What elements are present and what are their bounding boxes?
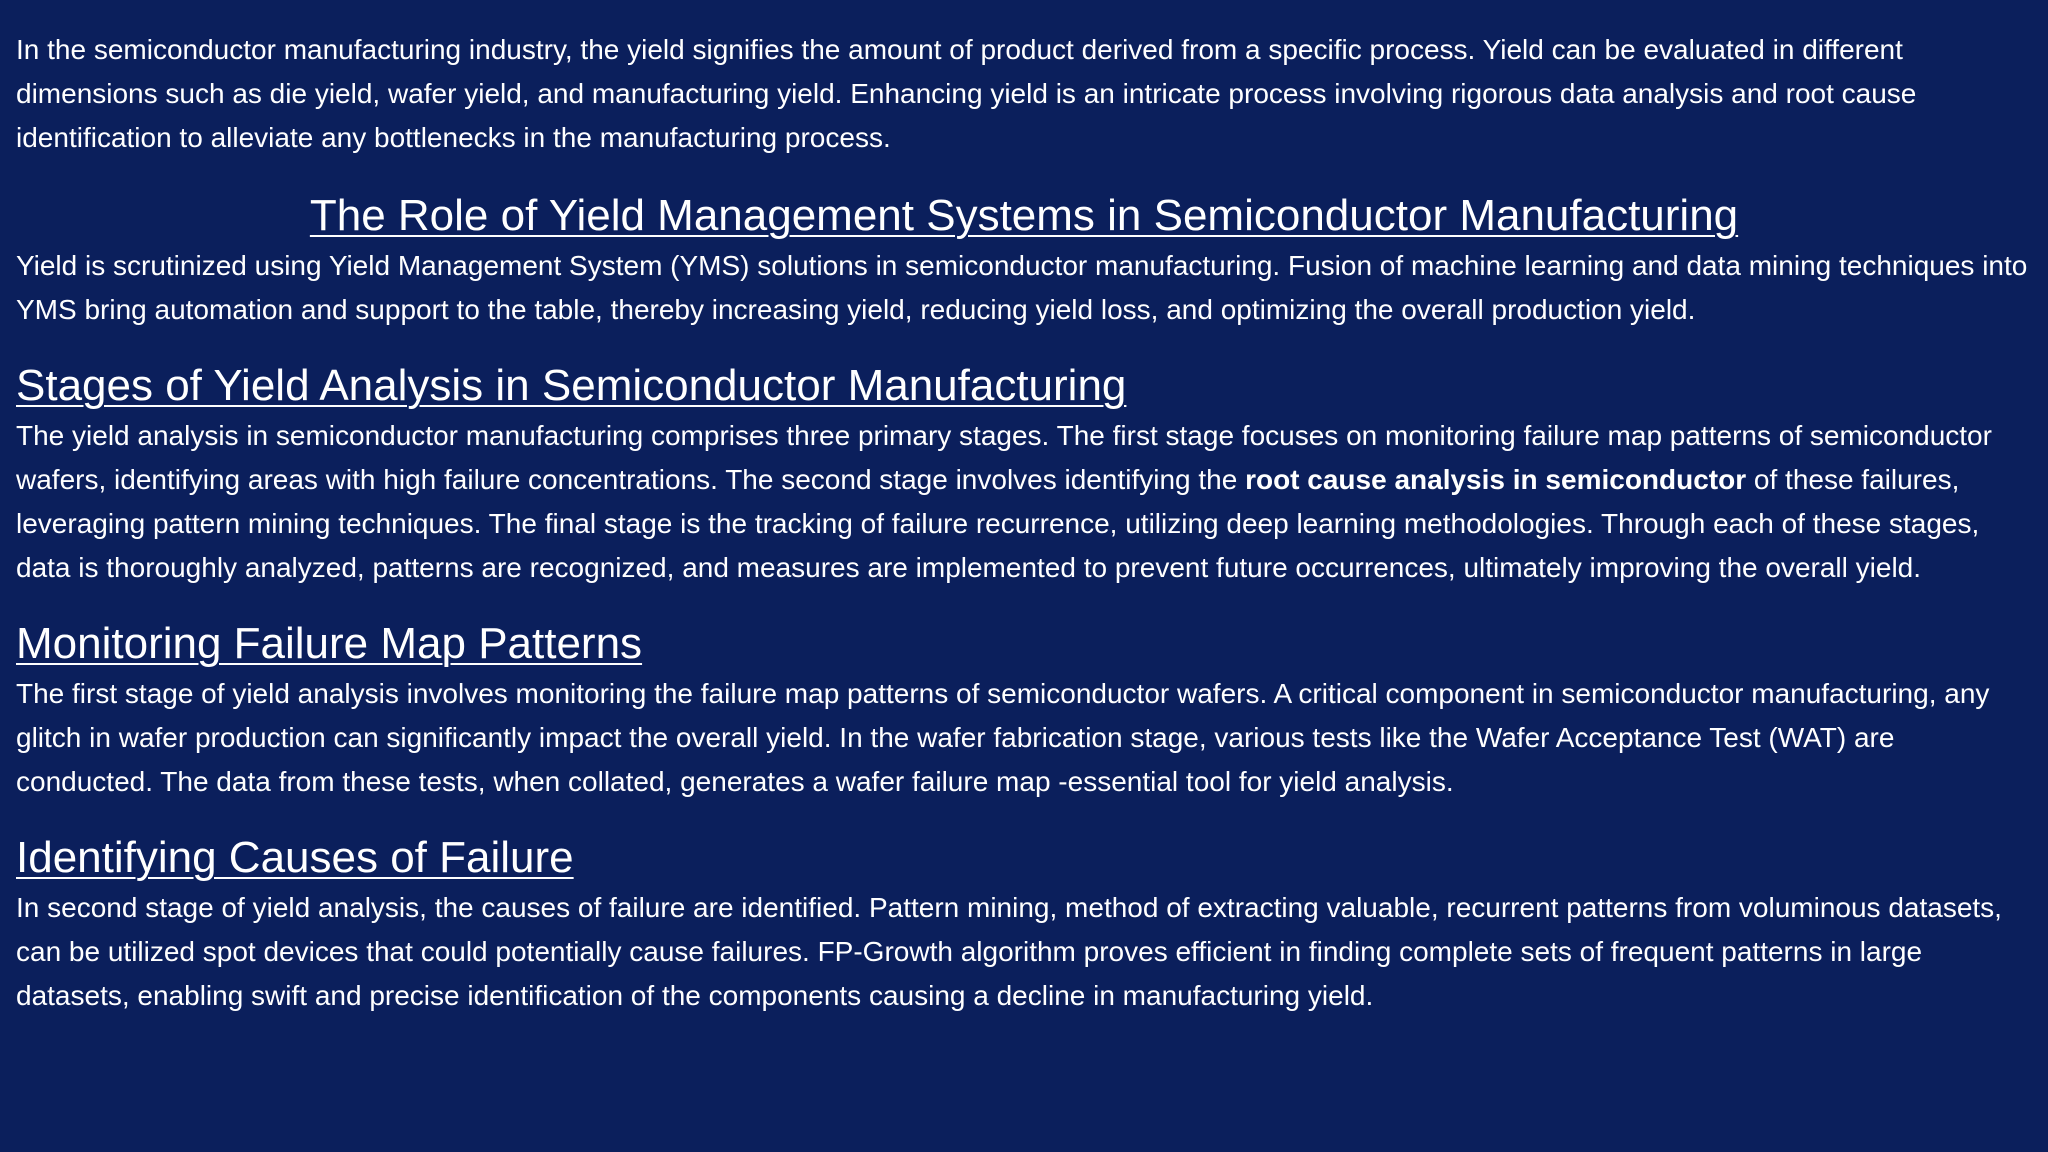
stages-text-before: The yield analysis in semiconductor manufacturing comprises three primary stages. The first stage focuses on monitoring failure map patterns of semiconductor wafers, identifying areas with high failure concentrations. The second stage involves identifying the [16,420,1992,495]
section-causes [16,832,2032,1018]
section-heading-monitoring: Monitoring Failure Map Patterns [16,619,643,668]
section-paragraph-causes: In second stage of yield analysis, the causes of failure are identified. Pattern mining, method of extracting valuable, recurrent patterns from voluminous datasets, can be utilized spot devices that could potentially cause failures. FP-Growth algorithm proves efficient in finding complete sets of frequent patterns in large datasets, enabling swift and precise identification of the components causing a decline in manufacturing yield. [16,892,2002,1011]
section-paragraph-monitoring: The first stage of yield analysis involves monitoring the failure map patterns of semiconductor wafers. A critical component in semiconductor manufacturing, any glitch in wafer production can significantly impact the overall yield. In the wafer fabrication stage, various tests like the Wafer Acceptance Test (WAT) are conducted. The data from these tests, when collated, generates a wafer failure map -essential tool for yield analysis. [16,678,1990,797]
stages-bold-phrase: root cause analysis in semiconductor [1245,464,1747,495]
section-role [16,190,2032,332]
section-paragraph-stages [16,414,2032,590]
intro-paragraph: In the semiconductor manufacturing industry, the yield signifies the amount of product derived from a specific process. Yield can be evaluated in different dimensions such as die yield, wafer yield, and manufacturing yield. Enhancing yield is an intricate process involving rigorous data analysis and root cause identification to alleviate any bottlenecks in the manufacturing process. [16,34,1917,153]
section-paragraph-role: Yield is scrutinized using Yield Management System (YMS) solutions in semiconductor manufacturing. Fusion of machine learning and data mining techniques into YMS bring automation and support to the table, thereby increasing yield, reducing yield loss, and optimizing the overall production yield. [16,250,2028,325]
stages-text-after: of these failures, leveraging pattern mining techniques. The final stage is the tracking of failure recurrence, utilizing deep learning methodologies. Through each of these stages, data is thoroughly analyzed, patterns are recognized, and measures are implemented to prevent future occurrences, ultimately improving the overall yield. [16,464,1980,583]
section-heading-causes: Identifying Causes of Failure [16,833,574,882]
section-stages [16,360,2032,590]
section-monitoring [16,618,2032,804]
section-heading-stages: Stages of Yield Analysis in Semiconductor Manufacturing [16,361,1127,410]
section-heading-role: The Role of Yield Management Systems in Semiconductor Manufacturing [309,191,1739,240]
